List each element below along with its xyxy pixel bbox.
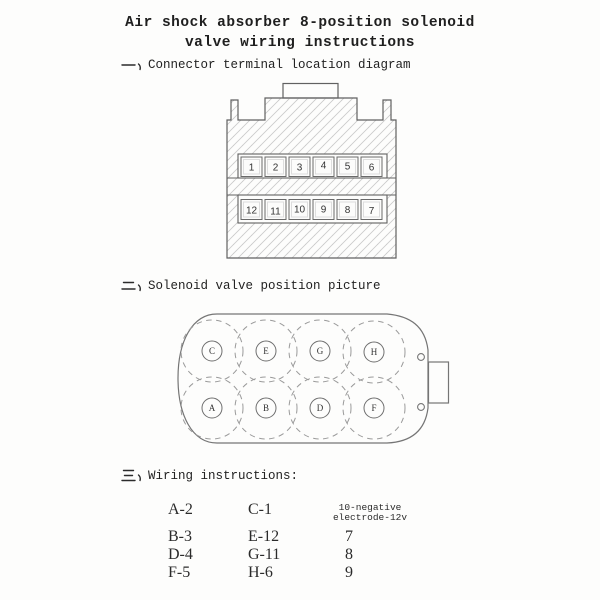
terminal-number: 5 (344, 161, 351, 173)
cjk-numeral-one-icon (121, 57, 143, 72)
valve-letter: C (208, 346, 216, 356)
section-label: Wiring instructions: (148, 468, 299, 483)
wiring-cell: H-6 (248, 564, 273, 581)
page-title (0, 14, 600, 53)
terminal-number: 2 (272, 162, 279, 174)
section-label: Connector terminal location diagram (148, 57, 411, 72)
valve-letter: A (208, 403, 216, 413)
section-heading-valve (121, 278, 381, 293)
valve-letter: G (316, 346, 324, 356)
wiring-note-line2: electrode-12v (332, 512, 408, 523)
valve-letter: D (316, 403, 324, 413)
valve-letter: E (263, 346, 269, 356)
valve-letter: F (371, 403, 377, 413)
cjk-numeral-two-icon (121, 278, 143, 293)
valve-letter: H (370, 347, 378, 357)
page-title-line1: Air shock absorber 8-position solenoid (125, 15, 475, 31)
terminal-number: 10 (293, 204, 306, 216)
terminal-number: 6 (368, 162, 375, 174)
wiring-note-line1: 10-negative (338, 502, 402, 513)
connector-terminal-diagram (225, 82, 400, 260)
wiring-table (168, 501, 455, 582)
connector-key-tab (283, 84, 338, 99)
section-heading-connector (121, 57, 411, 72)
wiring-cell: A-2 (168, 501, 193, 518)
section-label: Solenoid valve position picture (148, 278, 381, 293)
page-title-line2: valve wiring instructions (184, 34, 416, 51)
wiring-cell: E-12 (248, 528, 280, 545)
terminal-number: 7 (368, 206, 375, 217)
wiring-cell: C-1 (248, 501, 272, 518)
terminal-number: 3 (296, 162, 303, 174)
wiring-cell: F-5 (168, 564, 191, 581)
wiring-cell: 9 (345, 564, 353, 581)
wiring-cell: 8 (345, 546, 353, 563)
valve-letter: B (262, 403, 270, 413)
valve-connector-tab (429, 362, 449, 403)
terminal-number: 8 (344, 205, 351, 216)
cjk-numeral-three-icon (121, 468, 143, 483)
wiring-cell: 7 (345, 528, 353, 545)
solenoid-valve-diagram (175, 312, 451, 446)
terminal-number: 9 (320, 204, 327, 216)
terminal-number: 4 (320, 160, 327, 172)
terminal-number: 11 (270, 206, 281, 218)
terminal-number: 1 (248, 162, 255, 174)
wiring-cell: D-4 (168, 546, 193, 563)
wiring-negative-note (331, 503, 409, 528)
terminal-number: 12 (245, 205, 258, 217)
section-heading-wiring (121, 468, 298, 483)
wiring-cell: B-3 (168, 528, 192, 545)
wiring-cell: G-11 (248, 546, 281, 563)
